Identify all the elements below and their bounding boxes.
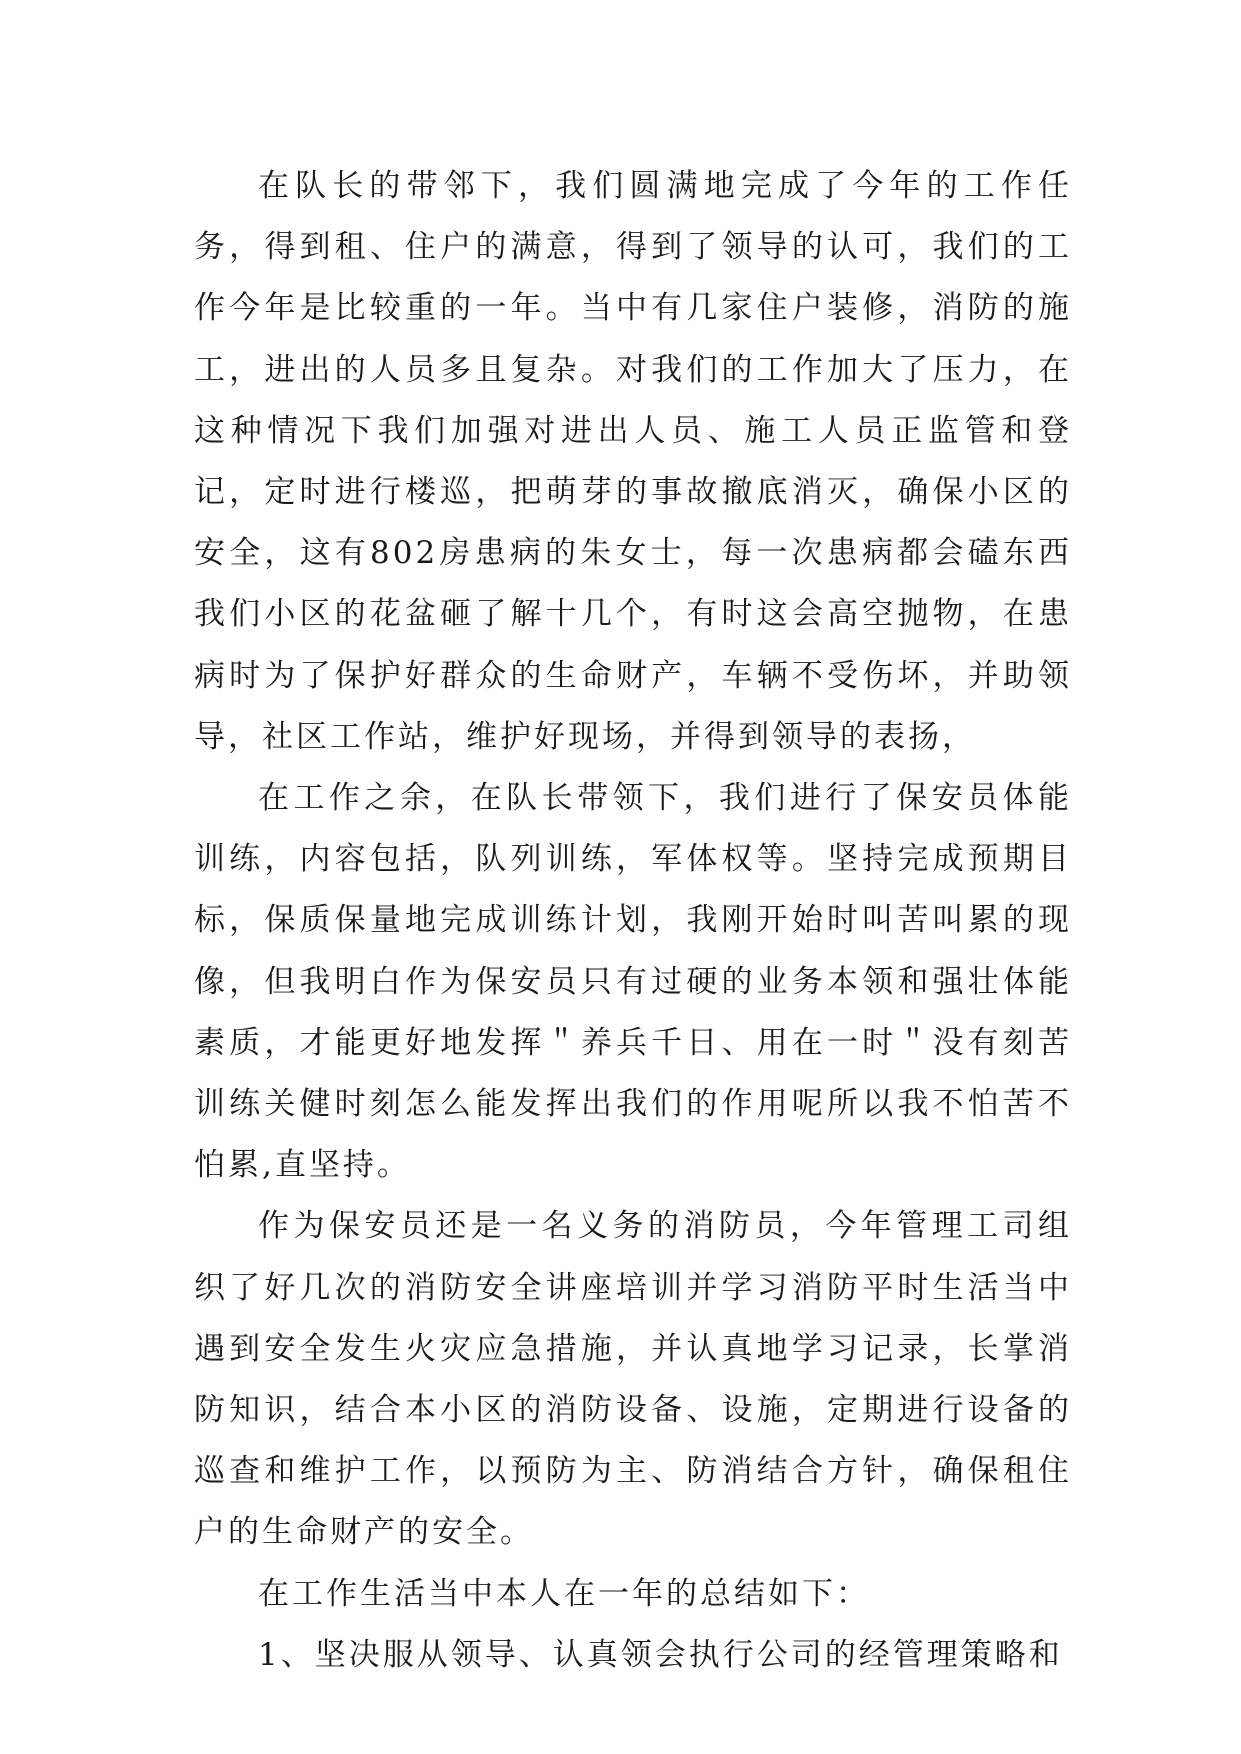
document-body [194, 156, 1072, 1686]
paragraph-2: 在工作之余，在队长带领下，我们进行了保安员体能训练，内容包括，队列训练，军体权等。坚持完成预期目标，保质保量地完成训练计划，我刚开始时叫苦叫累的现像，但我明白作为保安员只有过硬的业务本领和强壮体能素质，才能更好地发挥＂养兵千日、用在一时＂没有刻苦训练关健时刻怎么能发挥出我们的作用呢所以我不怕苦不怕累,直坚持。 [194, 780, 1072, 1184]
paragraph-3: 作为保安员还是一名义务的消防员，今年管理工司组织了好几次的消防安全讲座培训并学习消防平时生活当中遇到安全发生火灾应急措施，并认真地学习记录，长掌消防知识，结合本小区的消防设备、设施，定期进行设备的巡查和维护工作，以预防为主、防消结合方针，确保租住户的生命财产的安全。 [194, 1208, 1072, 1551]
paragraph-1: 在队长的带邻下，我们圆满地完成了今年的工作任务，得到租、住户的满意，得到了领导的认可，我们的工作今年是比较重的一年。当中有几家住户装修，消防的施工，进出的人员多且复杂。对我们的工作加大了压力，在这种情况下我们加强对进出人员、施工人员正监管和登记，定时进行楼巡，把萌芽的事故撤底消灭，确保小区的安全，这有802房患病的朱女士，每一次患病都会磕东西我们小区的花盆砸了解十几个，有时这会高空抛物，在患病时为了保护好群众的生命财产，车辆不受伤坏，并助领导，社区工作站，维护好现场，并得到领导的表扬， [194, 168, 1072, 755]
paragraph-5: 1、坚决服从领导、认真领会执行公司的经管理策略和 [258, 1636, 1063, 1673]
paragraph-4: 在工作生活当中本人在一年的总结如下： [258, 1575, 870, 1612]
